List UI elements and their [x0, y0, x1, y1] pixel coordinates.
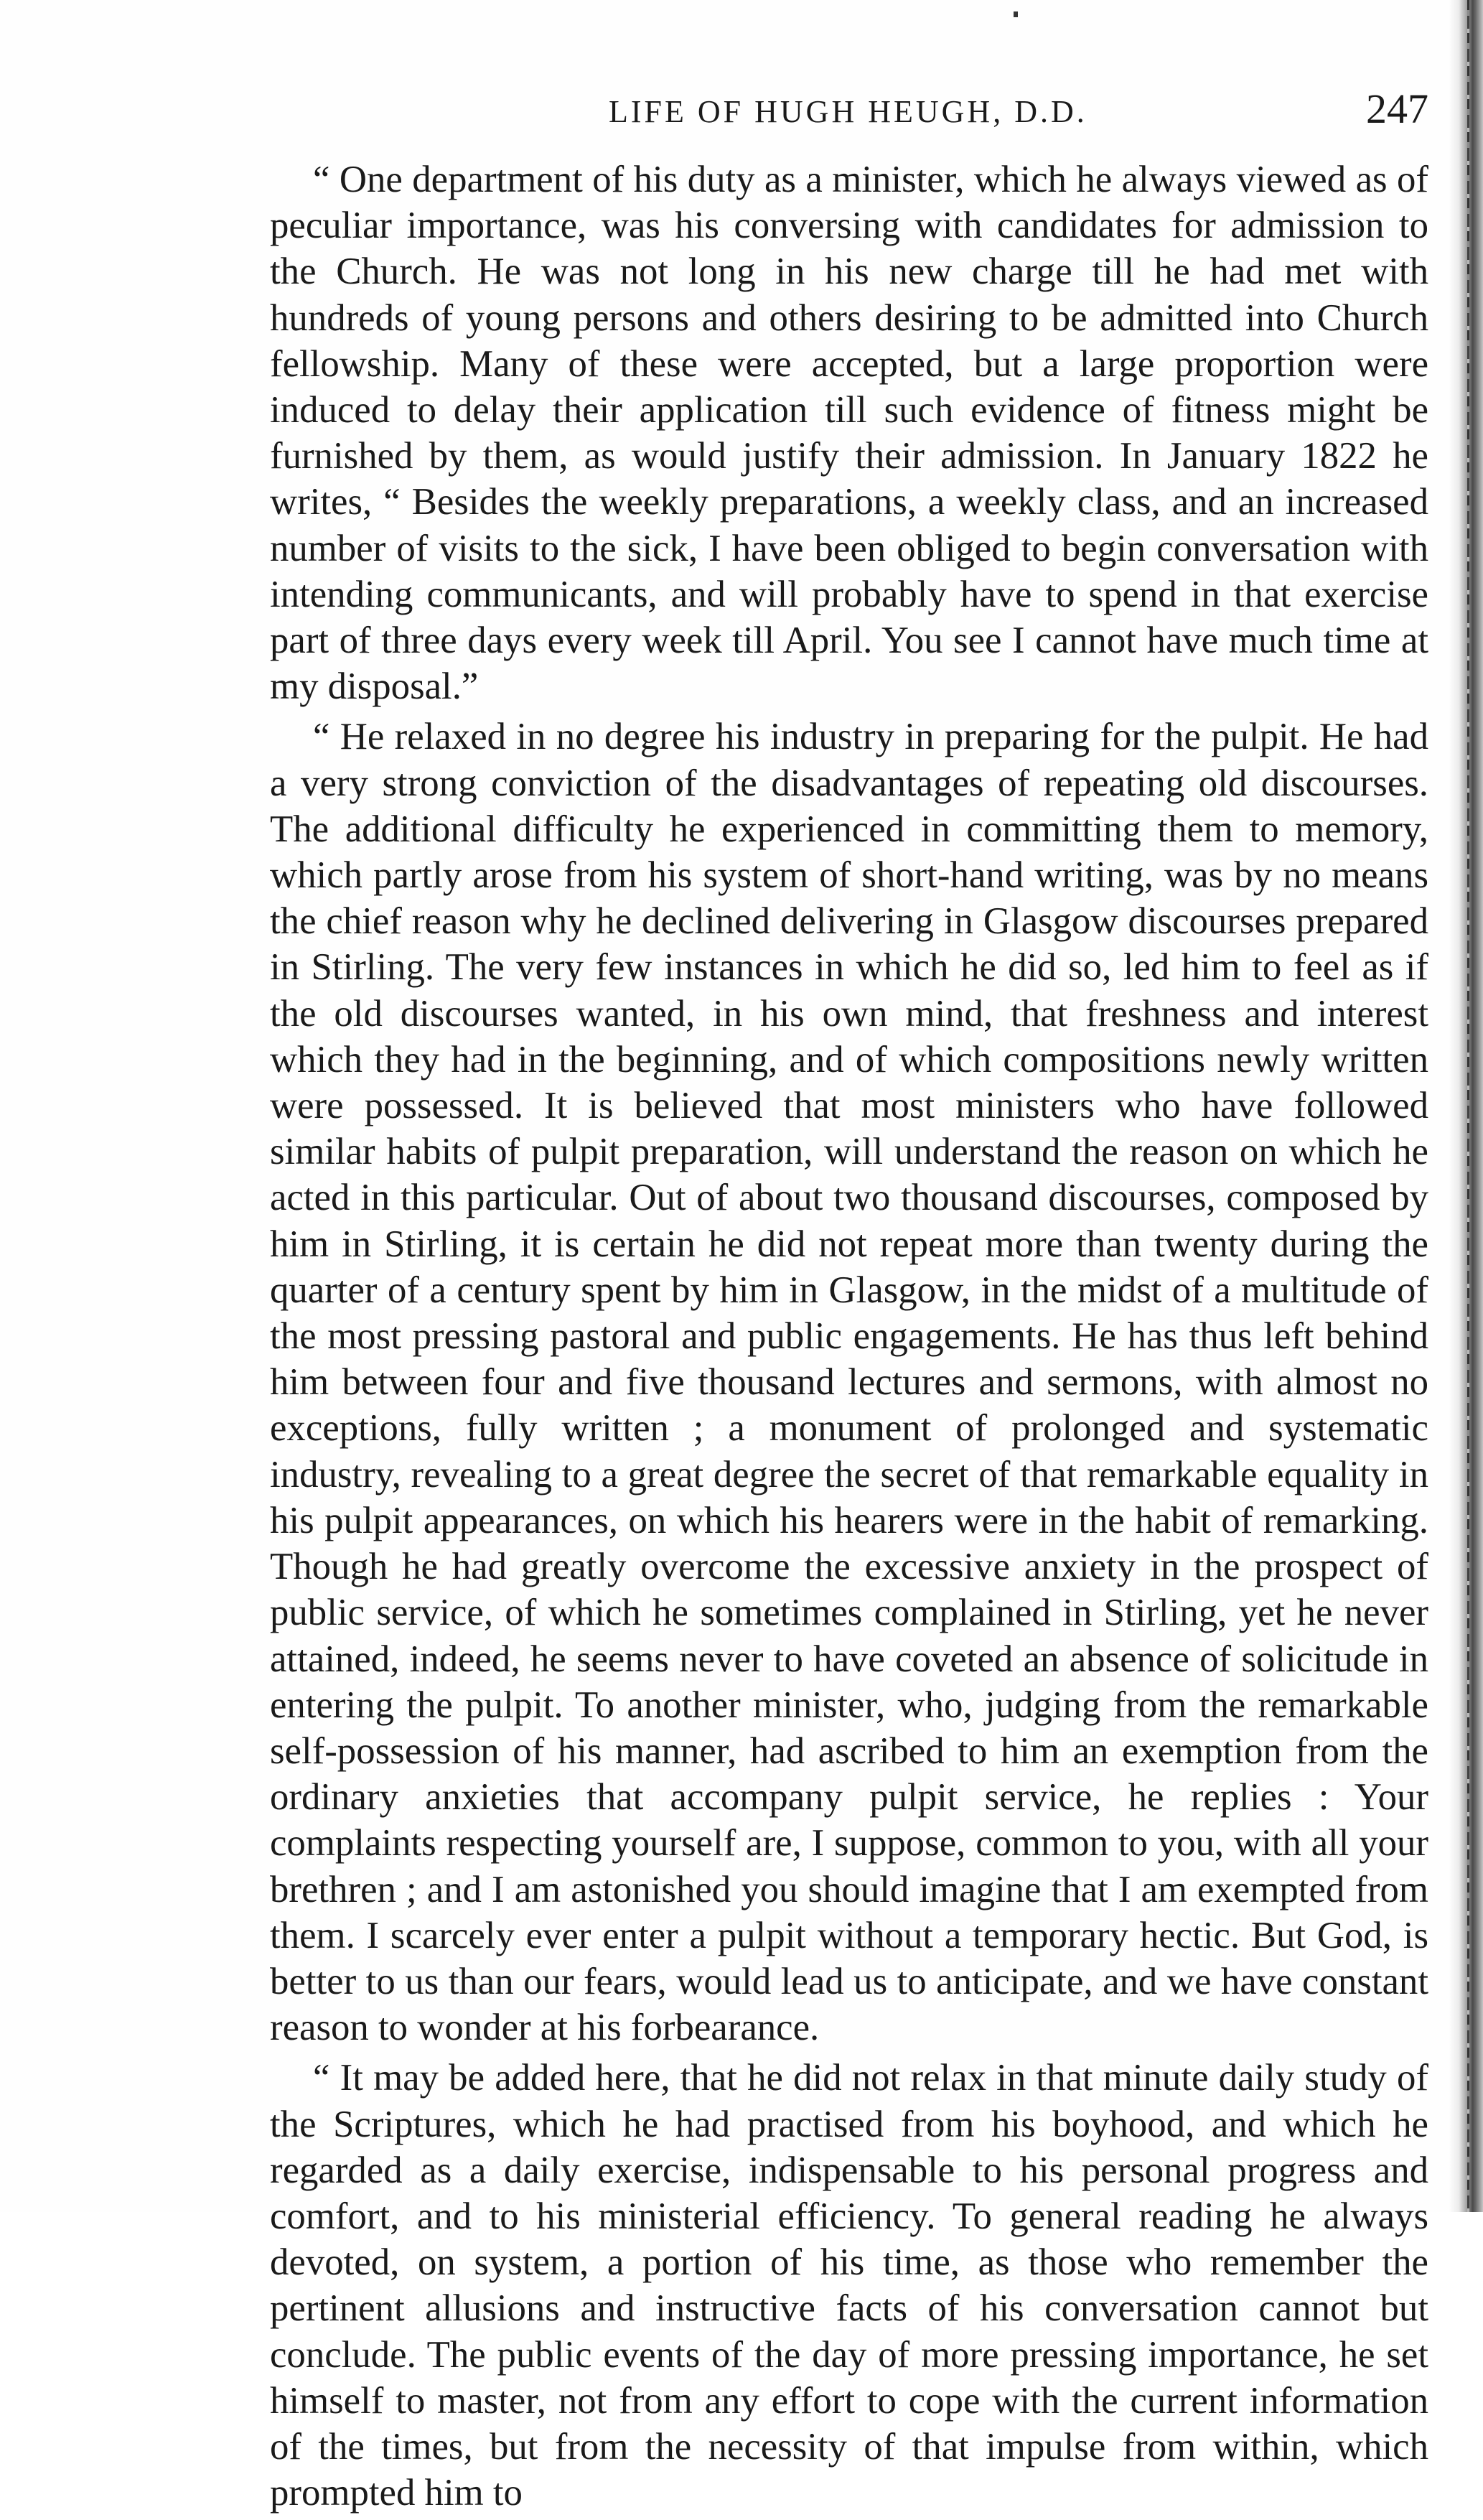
book-spine-edge — [1449, 0, 1483, 2212]
paragraph-pulpit: “ He relaxed in no degree his industry in preparing for the pulpit. He had a very strong conviction of the disadvantages of repeating old discourses. The additional difficulty he experienced in committing them to memory, which partly arose from his system of short-hand writing, was by no means the chief reason why he declined delivering in Glasgow discourses prepared in Stirling. The very few instances in which he did so, led him to feel as if the old discourses wanted, in his own mind, that freshness and interest which they had in the beginning, and of which compositions newly written were possessed. It is believed that most ministers who have followed similar habits of pulpit preparation, will understand the reason on which he acted in this particular. Out of about two thousand discourses, composed by him in Stirling, it is certain he did not repeat more than twenty during the quarter of a century spent by him in Glasgow, in the midst of a multitude of the most pressing pastoral and public engagements. He has thus left behind him between four and five thousand lectures and sermons, with almost no exceptions, fully written ; a monument of prolonged and systematic industry, revealing to a great degree the secret of that remarkable equality in his pulpit appearances, on which his hearers were in the habit of remarking. Though he had greatly overcome the excessive anxiety in the prospect of public service, of which he sometimes complained in Stirling, yet he never attained, indeed, he seems never to have coveted an absence of solicitude in entering the pulpit. To another minister, who, judging from the remarkable self-possession of his manner, had ascribed to him an exemption from the ordinary anxieties that accompany pulpit service, he replies : Your complaints respecting yourself are, I suppose, common to you, with all your brethren ; and I am astonished you should imagine that I am exempted from them. I scarcely ever enter a pulpit without a temporary hectic. But God, is better to us than our fears, would lead us to anticipate, and we have constant reason to wonder at his forbearance. — [270, 716, 1428, 2049]
scan-speck — [1014, 11, 1018, 17]
page-number: 247 — [1366, 85, 1428, 132]
running-title: LIFE OF HUGH HEUGH, D.D. — [609, 94, 1087, 129]
page-header — [271, 85, 1428, 142]
paragraph-study: “ It may be added here, that he did not relax in that minute daily study of the Scriptures, which he had practised from his boyhood, and which he regarded as a daily exercise, indispensable to his personal progress and comfort, and to his ministerial efficiency. To general reading he always devoted, on system, a portion of his time, as those who remember the pertinent allusions and instructive facts of his conversation cannot but conclude. The public events of the day of more pressing importance, he set himself to master, not from any effort to cope with the current information of the times, but from the necessity of that impulse from within, which prompted him to — [270, 2057, 1428, 2514]
paragraph-admission: “ One department of his duty as a minister, which he always viewed as of peculiar importance, was his conversing with candidates for admission to the Church. He was not long in his new charge till he had met with hundreds of young persons and others desiring to be admitted into Church fellowship. Many of these were accepted, but a large proportion were induced to delay their application till such evidence of fitness might be furnished by them, as would justify their admission. In January 1822 he writes, “ Besides the weekly preparations, a weekly class, and an increased number of visits to the sick, I have been obliged to begin conversation with intending communicants, and will probably have to spend in that exercise part of three days every week till April. You see I cannot have much time at my disposal.” — [270, 159, 1428, 708]
body-text — [270, 157, 1428, 2520]
